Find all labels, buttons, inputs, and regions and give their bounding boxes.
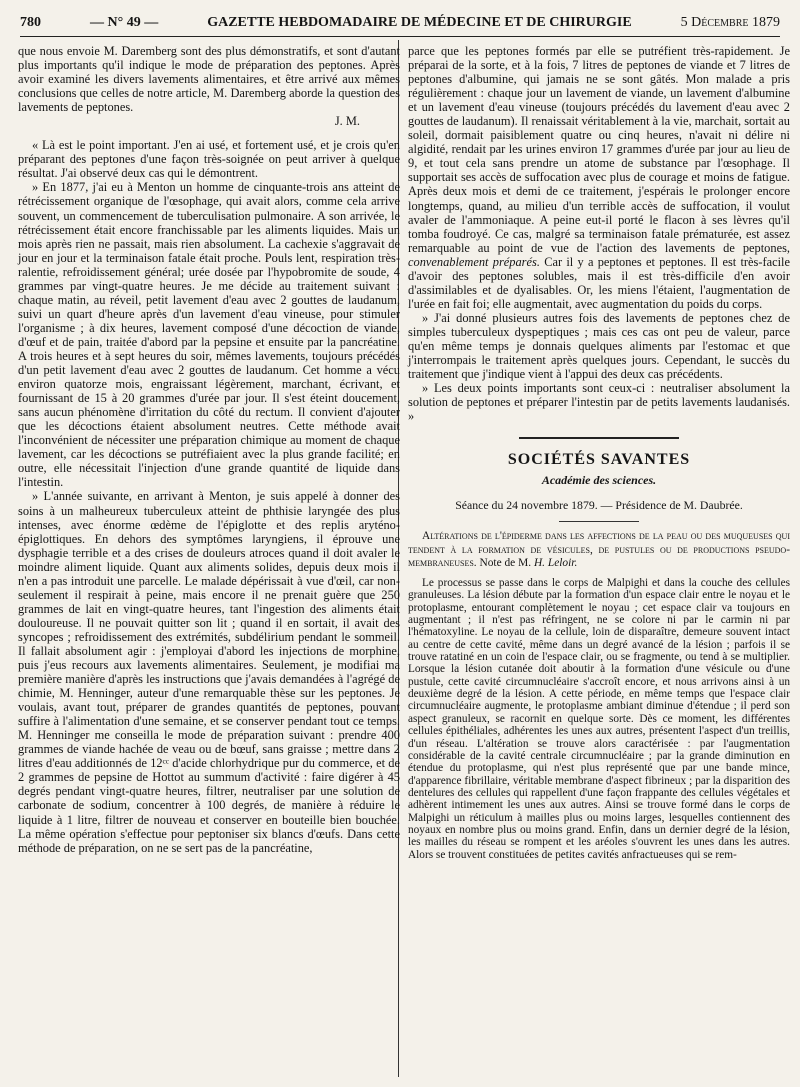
- section-subtitle: Académie des sciences.: [541, 473, 657, 488]
- page-number: 780: [20, 15, 41, 30]
- quote-paragraph-4: » J'ai donné plusieurs autres fois des lavements de peptones chez de simples tuberculeux dyspeptiques ; mais ces cas ont peu de valeur, parce qu'en même temps je donnais quelques aliments par l'estomac et que j'interrompais le traitement après quelques jours. Cependant, le succès du traitement que j'indique vient à l'appui des deux cas précédents.: [408, 310, 790, 382]
- issue-date: 5 Décembre 1879: [680, 15, 780, 30]
- article-body: Le processus se passe dans le corps de Malpighi et dans la couche des cellules granuleuses. La lésion débute par la formation d'un espace clair entre le noyau et le protoplasme, entourant complètement le noyau ; cet espace clair va toujours en augmentant ; il n'est pas réfringent, ne se colore ni par le carmin ni par l'hématoxyline. Le noyau de la cellule, loin de disparaître, demeure souvent intact au centre de cette cavité, même dans un degré avancé de la lésion ; parfois il se trouve ratatiné en un coin de l'espace clair, ou se fragmente, ou tend à se multiplier. Lorsque la lésion cutanée doit aboutir à la formation d'une vésicule ou d'une pustule, cette cavité circumnucléaire s'accroît encore, et nous arrivons ainsi à un deuxième degré de la lésion. A cette période, en même temps que l'espace clair circumnucléaire augmente, le protoplasme ambiant diminue d'étendue ; il perd son aspect granuleux, se racornit en quelque sorte. Dès ce moment, les différentes cellules épithéliales, adhérentes les unes aux autres, présentent l'aspect d'un treillis, d'un réseau. L'altération se trouve alors caractérisée : par l'augmentation considérable de la cavité centrale circumnucléaire ; par la grande diminution en étendue du protoplasme, qui n'est plus représenté que par une bande mince, d'apparence fibrillaire, véritable membrane d'aspect fibrineux ; par la disparition des dentelures des cellules qui rappellent d'une façon frappante des cellules végétales et adhèrent intimement les unes aux autres. Ainsi se trouve formé dans le corps de Malpighi un réticulum à mailles plus ou moins larges, lesquelles contiennent des noyaux en nombre plus ou moins grand. Enfin, dans un dernier degré de la lésion, les mailles du réseau se rompent et les aréoles s'ouvrent les unes dans les autres. Alors se trouvent constituées de petites cavités anfractueuses qui se rem-: [408, 577, 790, 861]
- session-line: Séance du 24 novembre 1879. — Présidence de M. Daubrée.: [455, 498, 743, 513]
- short-rule: [559, 521, 639, 522]
- spacer: [18, 128, 400, 138]
- quote-paragraph-1: « Là est le point important. J'en ai usé, et fortement usé, et je crois qu'en préparant des peptones d'une façon très-soignée on peut arriver à quelque résultat. J'ai observé deux cas qui le démontrent.: [18, 138, 400, 181]
- section-title: SOCIÉTÉS SAVANTES: [507, 451, 691, 469]
- signature: J. M.: [334, 114, 360, 129]
- quote-paragraph-5: » Les deux points importants sont ceux-ci : neutraliser absolument la solution de peptones et préparer l'intestin par de petits lavements laudanisés. »: [408, 381, 790, 424]
- continued-paragraph: parce que les peptones formés par elle se putréfient très-rapidement. Je préparai de la sorte, et à la fois, 7 litres de peptones de viande et 7 litres de peptones d'albumine, qui jamais ne se sont gâtés. Mon malade a pris régulièrement : chaque jour un lavement de viande, un lavement d'albumine et un lavement d'eau vineuse (toujours précédés du lavement d'eau avec 2 gouttes de laudanum). Il renaissait véritablement à la vie, marchait, sortait au soleil, dormait paisiblement quatre ou cinq heures, n'avait ni délire ni algidité, rendait par les urines environ 17 grammes d'urée par jour au lieu de 9, et tout cela sans prendre un atome de substance par l'œsophage. Il supportait ses accès de suffocation avec plus de courage et moins de fatigue. Après deux mois et demi de ce traitement, j'espérais le prolonger encore longtemps, quand, au milieu d'un terrible accès de suffocation, il voulut avaler de l'ammoniaque. A peine eut-il porté le flacon à ses lèvres qu'il tomba foudroyé. Ce cas, malgré sa terminaison fatale prématurée, est assez remarquable au point de vue de l'action des lavements de peptones, convenablement préparés. Car il y a peptones et peptones. Il est très-facile d'avoir des peptones solubles, mais il est très-difficile d'en avoir d'assimilables et de dyalisables. Or, les miens l'étaient, l'augmentation de l'urée en fait foi; elle augmentait, avec augmentation du poids du corps.: [408, 44, 790, 311]
- article-title: Altérations de l'épiderme dans les affections de la peau ou des muqueuses qui tendent à la formation de vésicules, de pustules ou de productions pseudo-membraneuses. Note de M. H. Leloir.: [408, 530, 790, 570]
- left-column: [18, 44, 400, 855]
- journal-title: GAZETTE HEBDOMADAIRE DE MÉDECINE ET DE CHIRURGIE: [207, 15, 632, 30]
- intro-paragraph: que nous envoie M. Daremberg sont des plus démonstratifs, et sont d'autant plus importants qu'il indique le mode de préparation des peptones. Après avoir examiné les divers lavements alimentaires, et être arrivé aux mêmes conclusions que celles de notre article, M. Daremberg aborde la question des lavements de peptones. J. M.: [18, 44, 400, 129]
- issue-number: — N° 49 —: [89, 15, 159, 30]
- running-header: [20, 10, 780, 36]
- emphasis: convenablement préparés.: [408, 254, 540, 269]
- quote-paragraph-3: » L'année suivante, en arrivant à Menton, je suis appelé à donner des soins à un malheureux tuberculeux atteint de phthisie laryngée des plus intenses, avec énorme œdème de l'épiglotte et des replis aryténo-épiglottiques. En dehors des symptômes laryngiens, il éprouve une dysphagie terrible et a des crises de douleurs atroces quand il doit avaler le moindre aliment liquide. Quant aux aliments solides, depuis deux mois il n'en a pas introduit une parcelle. Le malade dépérissait à vue d'œil, car non-seulement il respirait à peine, mais encore il ne prenait guère que 250 grammes de lait en vingt-quatre heures, tant l'ingestion des aliments était douloureuse. Il ne pouvait quitter son lit ; quand il en sortait, il avait des syncopes ; refroidissement des extrémités, subdélirium pendant le sommeil. Il fallait absolument agir : j'employai d'abord les injections de morphine, puis j'eus recours aux lavements alimentaires. Seulement, je modifiai ma première manière d'après les instructions que j'avais demandées à l'agrégé de chimie, M. Henninger, auteur d'une remarquable thèse sur les peptones. Je voulais, avant tout, préparer de grandes quantités de peptones, pouvant suffire à l'alimentation d'une semaine, et se conserver pendant tout ce temps. M. Henninger me conseilla le mode de préparation suivant : prendre 400 grammes de viande hachée de veau ou de bœuf, sans graisse ; mettre dans 2 litres d'eau additionnés de 12ᶜᶜ d'acide chlorhydrique pur du commerce, et de 2 grammes de pepsine de Hottot au summum d'activité : faire digérer à 45 degrés pendant vingt-quatre heures, filtrer, neutraliser par une solution de carbonate de sodium, concentrer à 100 degrés, de manière à réduire le liquide à 1 litre, filtrer de nouveau et conserver en bouteille bien bouchée. La même opération s'effectue pour peptoniser six blancs d'œufs. Dans cette méthode de préparation, on ne se sert pas de la pancréatine,: [18, 489, 400, 855]
- quote-paragraph-2: » En 1877, j'ai eu à Menton un homme de cinquante-trois ans atteint de rétrécissement organique de l'œsophage, qui avait alors, comme cela arrive souvent, un commencement de tuberculisation pulmonaire. A son arrivée, le rétrécissement était encore franchissable par les aliments liquides. Mais un mois après rien ne passait, mais rien absolument. La cachexie s'aggravait de jour en jour et la terminaison fatale était proche. Pouls lent, respiration très-ralentie, refroidissement général; urée dosée par l'hypobromite de soude, 4 grammes par vingt-quatre heures. Je me décide au traitement suivant : chaque matin, au réveil, petit lavement d'eau avec 2 gouttes de laudanum, suivi un quart d'heure après d'un lavement d'eau vineuse, pour stimuler l'organisme ; à dix heures, lavement composé d'une décoction de viande, d'œuf et de pain, traitée d'abord par la pepsine et ensuite par la pancréatine. A trois heures et à sept heures du soir, mêmes lavements, toujours précédés d'un petit lavement d'eau avec 2 gouttes de laudanum. Cet homme a vécu environ quatorze mois, engraissant légèrement, marchant, écrivant, et fournissant de 15 à 20 grammes d'urée par jour. Il s'est éteint doucement, sans aucun phénomène d'irritation du côté du rectum. Il convient d'ajouter que les décoctions étaient absolument neutres. Cette méthode avait l'inconvénient de nécessiter une préparation chimique au moment de chaque lavement, car les décoctions se putréfiaient avec la plus grande facilité; en outre, elle nécessitait l'injection d'une grande quantité de liquide dans l'intestin.: [18, 180, 400, 490]
- right-column: [408, 44, 790, 861]
- ornamental-rule: [519, 435, 679, 441]
- author: H. Leloir.: [533, 557, 578, 570]
- header-rule: [20, 36, 780, 37]
